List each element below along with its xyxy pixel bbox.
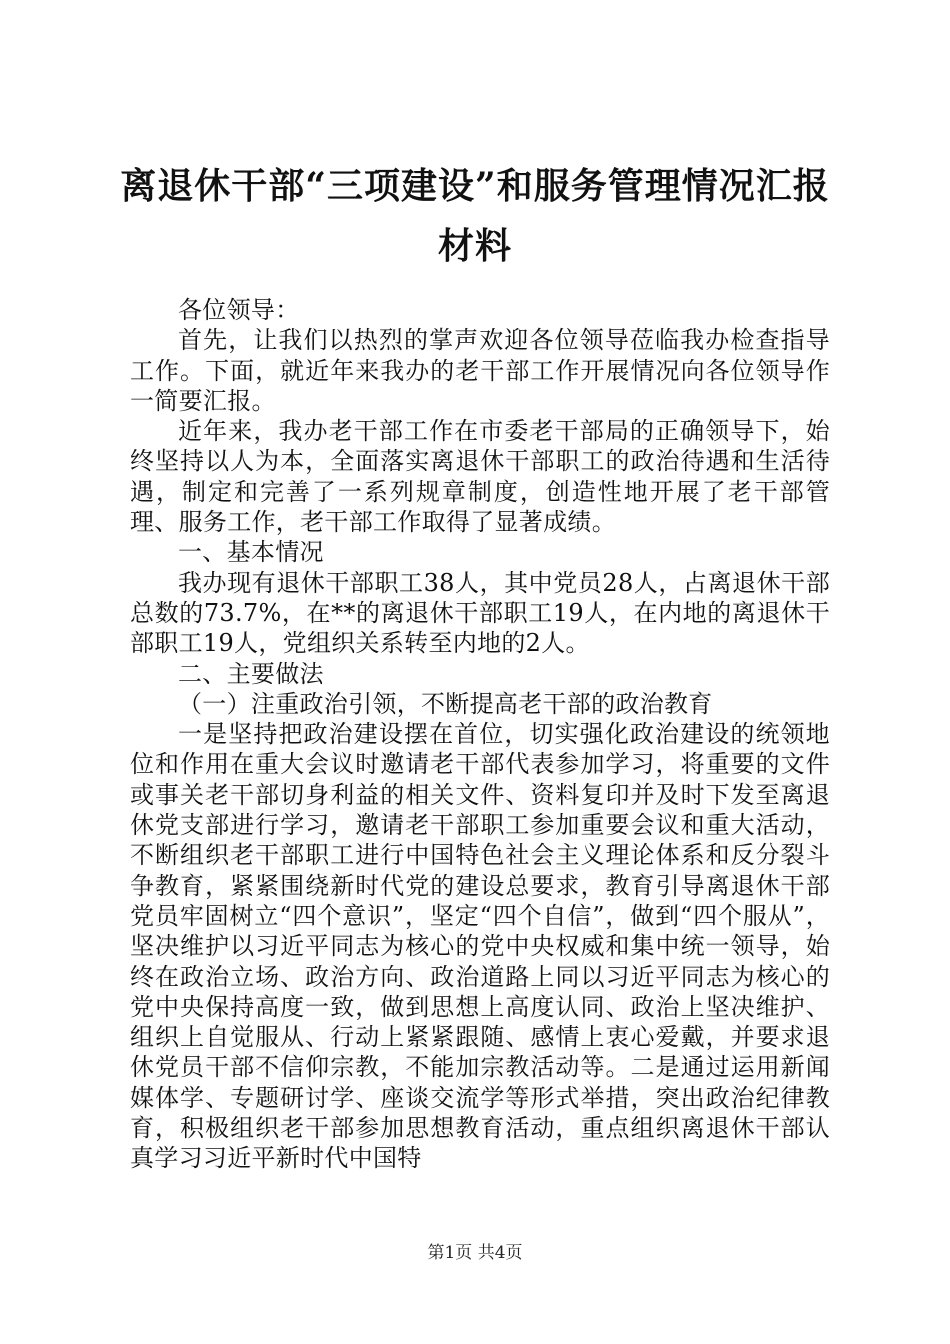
basic-info-paragraph: 我办现有退休干部职工38人，其中党员28人，占离退休干部总数的73.7%，在**的离退休干部职工19人，在内地的离退休干部职工19人，党组织关系转至内地的2人。 [130,568,830,658]
practices-paragraph: 一是坚持把政治建设摆在首位，切实强化政治建设的统领地位和作用在重大会议时邀请老干部代表参加学习，将重要的文件或事关老干部切身利益的相关文件、资料复印并及时下发至离退休党支部进行学习，邀请老干部职工参加重要会议和重大活动，不断组织老干部职工进行中国特色社会主义理论体系和反分裂斗争教育，紧紧围绕新时代党的建设总要求，教育引导离退休干部党员牢固树立“四个意识”，坚定“四个自信”，做到“四个服从”，坚决维护以习近平同志为核心的党中央权威和集中统一领导，始终在政治立场、政治方向、政治道路上同以习近平同志为核心的党中央保持高度一致，做到思想上高度认同、政治上坚决维护、组织上自觉服从、行动上紧紧跟随、感情上衷心爱戴，并要求退休党员干部不信仰宗教，不能加宗教活动等。二是通过运用新闻媒体学、专题研讨学、座谈交流学等形式举措，突出政治纪律教育，积极组织老干部参加思想教育活动，重点组织离退休干部认真学习习近平新时代中国特 [130,720,830,1173]
title-line-2: 材料 [437,225,512,267]
section-heading-practices: 二、主要做法 [178,659,324,688]
section-heading-basic: 一、基本情况 [178,538,324,567]
title-line-1: 离退休干部“三项建设”和服务管理情况汇报 [120,165,830,207]
page-footer: 第1页 共4页 [427,1243,523,1263]
overview-paragraph: 近年来，我办老干部工作在市委老干部局的正确领导下，始终坚持以人为本，全面落实离退休干部职工的政治待遇和生活待遇，制定和完善了一系列规章制度，创造性地开展了老干部管理、服务工作，老干部工作取得了显著成绩。 [130,417,830,537]
document-body [130,295,830,1174]
subsection-heading-1: （一）注重政治引领，不断提高老干部的政治教育 [178,689,713,718]
document-title [110,156,840,276]
salutation: 各位领导： [178,296,300,324]
opening-paragraph: 首先，让我们以热烈的掌声欢迎各位领导莅临我办检查指导工作。下面，就近年来我办的老干部工作开展情况向各位领导作一简要汇报。 [130,326,830,415]
